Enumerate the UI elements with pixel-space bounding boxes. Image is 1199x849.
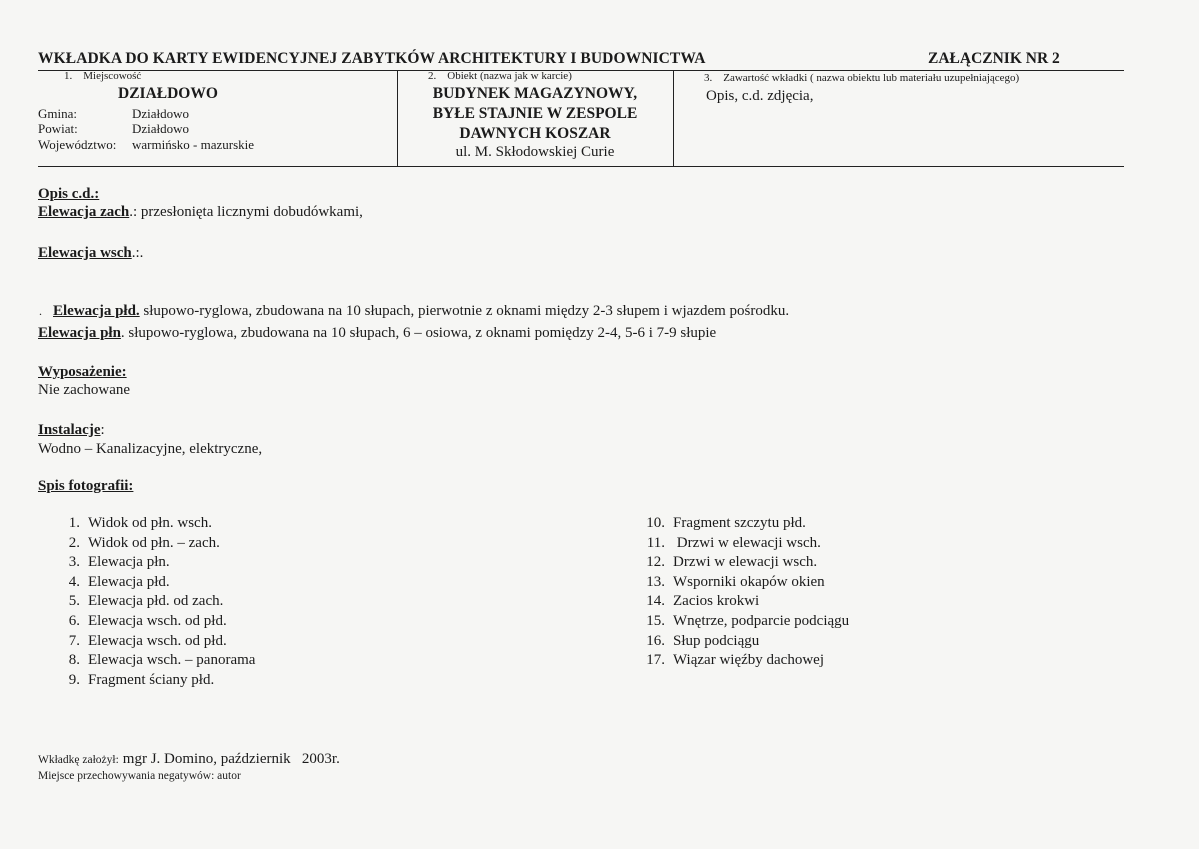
photo-list-item — [641, 612, 849, 632]
equipment-heading: Wyposażenie: — [38, 364, 127, 380]
photo-list-number: 5. — [68, 593, 80, 610]
installations-heading: Instalacje — [38, 422, 101, 438]
photo-list-text: Fragment ściany płd. — [88, 671, 215, 688]
elevation-west-text: .: przesłonięta licznymi dobudówkami, — [129, 204, 363, 220]
header-bottom-rule — [38, 166, 1124, 167]
elevation-north-label: Elewacja płn — [38, 325, 121, 341]
photo-list-item — [641, 553, 849, 573]
object-name-line-1: BUDYNEK MAGAZYNOWY, — [432, 85, 638, 102]
photo-list-item — [60, 632, 255, 652]
photo-list-item — [60, 553, 255, 573]
elevation-west — [38, 204, 363, 221]
object-name-line-3: DAWNYCH KOSZAR — [459, 125, 611, 142]
photo-list-text: Elewacja wsch. od płd. — [88, 612, 227, 629]
photo-list-number: 17. — [646, 652, 665, 669]
photo-list-item — [641, 592, 849, 612]
photo-list-text: Słup podciągu — [673, 632, 760, 649]
column-divider-2 — [673, 70, 674, 166]
photo-list-text: Wiązar więźby dachowej — [673, 652, 824, 669]
photo-list-text: Elewacja wsch. od płd. — [88, 632, 227, 649]
photo-list-item — [60, 514, 255, 534]
elevation-south-text: słupowo-ryglowa, zbudowana na 10 słupach, pierwotnie z oknami między 2-3 słupem i wjazdem pośrodku. — [139, 303, 790, 319]
author-label: Wkładkę założył: — [38, 754, 119, 766]
author-line — [38, 750, 340, 768]
photo-list-number: 12. — [646, 554, 665, 571]
photo-list-number: 10. — [646, 515, 665, 531]
town-name: DZIAŁDOWO — [118, 85, 218, 102]
object-name-line-2: BYŁE STAJNIE W ZESPOLE — [432, 105, 638, 122]
photo-list-number: 7. — [68, 632, 80, 649]
photo-list-text: Elewacja płd. od zach. — [88, 593, 224, 610]
photo-list-item — [641, 632, 849, 652]
photo-list-item — [641, 573, 849, 593]
photo-list-item — [60, 592, 255, 612]
photo-list-item — [641, 514, 849, 534]
insert-content-value: Opis, c.d. zdjęcia, — [706, 88, 814, 104]
photo-list-left — [60, 514, 255, 690]
photo-list-number: 16. — [646, 632, 665, 649]
photo-list-right — [641, 514, 849, 671]
photo-list-text: Elewacja płn. — [88, 554, 170, 571]
installations-colon: : — [100, 422, 105, 438]
elevation-west-label: Elewacja zach — [38, 204, 130, 220]
photo-list-heading: Spis fotografii: — [38, 478, 134, 494]
photo-list-number: 15. — [646, 612, 665, 629]
elevation-north-text: . słupowo-ryglowa, zbudowana na 10 słupach, 6 – osiowa, z oknami pomiędzy 2-4, 5-6 i 7-9 słupie — [120, 325, 717, 341]
photo-list-text: Wnętrze, podparcie podciągu — [673, 612, 850, 629]
photo-list-number: 1. — [68, 515, 80, 531]
photo-list-number: 9. — [68, 671, 80, 688]
photo-list-text: Widok od płn. wsch. — [88, 515, 212, 531]
photo-list-text: Elewacja płd. — [88, 573, 170, 590]
elevation-south-label: Elewacja płd. — [53, 303, 140, 319]
photo-list-item — [641, 651, 849, 671]
installations-heading-row — [38, 422, 105, 439]
photo-list-text: Widok od płn. – zach. — [88, 534, 220, 551]
photo-list-number: 2. — [68, 534, 80, 551]
location-label: 1. Miejscowość — [64, 70, 142, 82]
annex-number: ZAŁĄCZNIK NR 2 — [928, 50, 1060, 67]
photo-list-number: 13. — [646, 573, 665, 590]
photo-list-number: 3. — [68, 554, 80, 571]
photo-list-text: Fragment szczytu płd. — [673, 515, 806, 531]
photo-list-number: 8. — [68, 652, 80, 669]
voivodeship-label: Województwo: — [38, 137, 117, 152]
gmina-value: Działdowo — [132, 106, 190, 121]
equipment-text: Nie zachowane — [38, 382, 131, 398]
photo-list-item — [60, 651, 255, 671]
photo-list-number: 6. — [68, 612, 80, 629]
opis-heading: Opis c.d.: — [38, 186, 100, 202]
author-value: mgr J. Domino, październik 2003r. — [122, 751, 340, 767]
elevation-east-text: .:. — [131, 245, 144, 261]
insert-content-label: 3. Zawartość wkładki ( nazwa obiektu lub materiału uzupełniającego) — [704, 72, 1020, 84]
header-top-rule — [38, 70, 1124, 71]
elevation-east — [38, 245, 143, 262]
photo-list-text: Drzwi w elewacji wsch. — [673, 534, 821, 551]
gmina-label: Gmina: — [38, 106, 77, 121]
photo-list-item — [60, 612, 255, 632]
photo-list-text: Zacios krokwi — [673, 593, 760, 610]
photo-list-number: 4. — [68, 573, 80, 590]
stray-dot: . — [39, 304, 42, 318]
photo-list-item — [641, 534, 849, 554]
voivodeship-value: warmińsko - mazurskie — [132, 137, 255, 152]
object-address: ul. M. Skłodowskiej Curie — [455, 144, 615, 160]
document-title: WKŁADKA DO KARTY EWIDENCYJNEJ ZABYTKÓW ARCHITEKTURY I BUDOWNICTWA — [38, 50, 706, 67]
elevation-east-label: Elewacja wsch — [38, 245, 132, 261]
photo-list-item — [60, 534, 255, 554]
photo-list-number: 11. — [646, 534, 665, 551]
powiat-label: Powiat: — [38, 121, 78, 136]
elevation-north — [38, 325, 716, 342]
installations-text: Wodno – Kanalizacyjne, elektryczne, — [38, 441, 263, 457]
photo-list-item — [60, 573, 255, 593]
negatives-location: Miejsce przechowywania negatywów: autor — [38, 770, 241, 782]
powiat-value: Działdowo — [132, 121, 190, 136]
photo-list-text: Elewacja wsch. – panorama — [88, 652, 256, 669]
photo-list-text: Wsporniki okapów okien — [673, 573, 825, 590]
photo-list-text: Drzwi w elewacji wsch. — [673, 554, 818, 571]
photo-list-item — [60, 671, 255, 691]
object-label: 2. Obiekt (nazwa jak w karcie) — [428, 70, 572, 82]
photo-list-number: 14. — [646, 593, 665, 610]
